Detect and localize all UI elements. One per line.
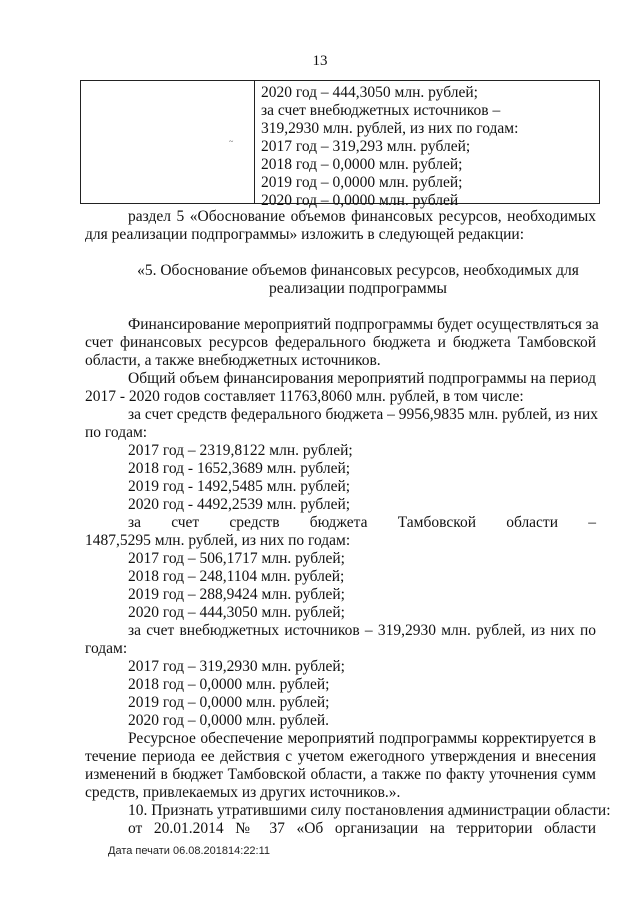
list-item: 2018 год – 0,0000 млн. рублей; bbox=[128, 676, 330, 693]
list-item: 2019 год – 288,9424 млн. рублей; bbox=[128, 586, 345, 603]
word: счет bbox=[171, 514, 200, 531]
paragraph-line: Общий объем финансирования мероприятий подпрограммы на период bbox=[128, 370, 596, 387]
table-row: 2018 год – 0,0000 млн. рублей; bbox=[261, 156, 463, 173]
word: средств bbox=[229, 514, 280, 531]
list-item: 2018 год – 248,1104 млн. рублей; bbox=[128, 568, 345, 585]
paragraph-line: от 20.01.2014 № 37 «Об организации на территории области bbox=[128, 820, 596, 837]
list-item: 2020 год – 0,0000 млн. рублей. bbox=[128, 712, 330, 729]
list-item: 2019 год – 0,0000 млн. рублей; bbox=[128, 694, 330, 711]
paragraph-line: за счет внебюджетных источников – 319,2930 млн. рублей, из них по bbox=[128, 622, 596, 639]
table-cell bbox=[261, 84, 597, 210]
paragraph-line: изменений в бюджет Тамбовской области, а также по факту уточнения сумм bbox=[85, 766, 596, 783]
paragraph-line: за счет средств федерального бюджета – 9956,9835 млн. рублей, из них bbox=[128, 406, 599, 423]
table-column-divider bbox=[254, 81, 255, 203]
list-item: 2017 год – 2319,8122 млн. рублей; bbox=[128, 442, 353, 459]
paragraph-line: 2017 - 2020 годов составляет 11763,8060 млн. рублей, в том числе: bbox=[85, 388, 524, 405]
list-item: 2017 год – 319,2930 млн. рублей; bbox=[128, 658, 345, 675]
table-row: 2020 год – 444,3050 млн. рублей; bbox=[261, 84, 478, 101]
section-heading: реализации подпрограммы bbox=[269, 280, 447, 297]
word: – bbox=[588, 514, 596, 531]
paragraph-line: счет финансовых ресурсов федерального бюджета и бюджета Тамбовской bbox=[85, 334, 596, 351]
list-item: 2020 год - 4492,2539 млн. рублей; bbox=[128, 496, 351, 513]
intro-line: раздел 5 «Обоснование объемов финансовых ресурсов, необходимых bbox=[128, 208, 596, 225]
paragraph-line: по годам: bbox=[85, 424, 148, 441]
list-item: 2018 год - 1652,3689 млн. рублей; bbox=[128, 460, 351, 477]
word: области bbox=[506, 514, 559, 531]
word: за bbox=[128, 514, 142, 531]
paragraph-line: течение периода ее действия с учетом ежегодного утверждения и внесения bbox=[85, 748, 596, 765]
paragraph-line: годам: bbox=[85, 640, 128, 657]
table-row: за счет внебюджетных источников – bbox=[261, 102, 501, 119]
word: Тамбовской bbox=[397, 514, 477, 531]
page-number: 13 bbox=[312, 53, 328, 69]
section-heading: «5. Обоснование объемов финансовых ресурсов, необходимых для bbox=[137, 262, 579, 279]
paragraph-line: Финансирование мероприятий подпрограммы будет осуществляться за bbox=[128, 316, 599, 333]
table-row: 2017 год – 319,293 млн. рублей; bbox=[261, 138, 471, 155]
table-row: 2020 год – 0,0000 млн. рублей bbox=[261, 192, 459, 209]
scan-mark: ~ bbox=[229, 137, 234, 146]
print-date-footer: Дата печати 06.08.201814:22:11 bbox=[108, 845, 271, 857]
paragraph-line: 1487,5295 млн. рублей, из них по годам: bbox=[85, 532, 351, 549]
regional-budget-line bbox=[128, 514, 596, 532]
list-item: 2019 год - 1492,5485 млн. рублей; bbox=[128, 478, 351, 495]
table-row: 319,2930 млн. рублей, из них по годам: bbox=[261, 120, 519, 137]
list-item: 2020 год – 444,3050 млн. рублей; bbox=[128, 604, 345, 621]
paragraph-line: 10. Признать утратившими силу постановления администрации области: bbox=[128, 802, 611, 819]
word: бюджета bbox=[309, 514, 368, 531]
paragraph-line: Ресурсное обеспечение мероприятий подпрограммы корректируется в bbox=[128, 730, 596, 747]
list-item: 2017 год – 506,1717 млн. рублей; bbox=[128, 550, 345, 567]
intro-line: для реализации подпрограммы» изложить в следующей редакции: bbox=[85, 226, 525, 243]
financing-table bbox=[80, 80, 600, 209]
table-row: 2019 год – 0,0000 млн. рублей; bbox=[261, 174, 463, 191]
paragraph-line: области, а также внебюджетных источников. bbox=[85, 352, 381, 369]
paragraph-line: средств, привлекаемых из других источников.». bbox=[85, 784, 401, 801]
